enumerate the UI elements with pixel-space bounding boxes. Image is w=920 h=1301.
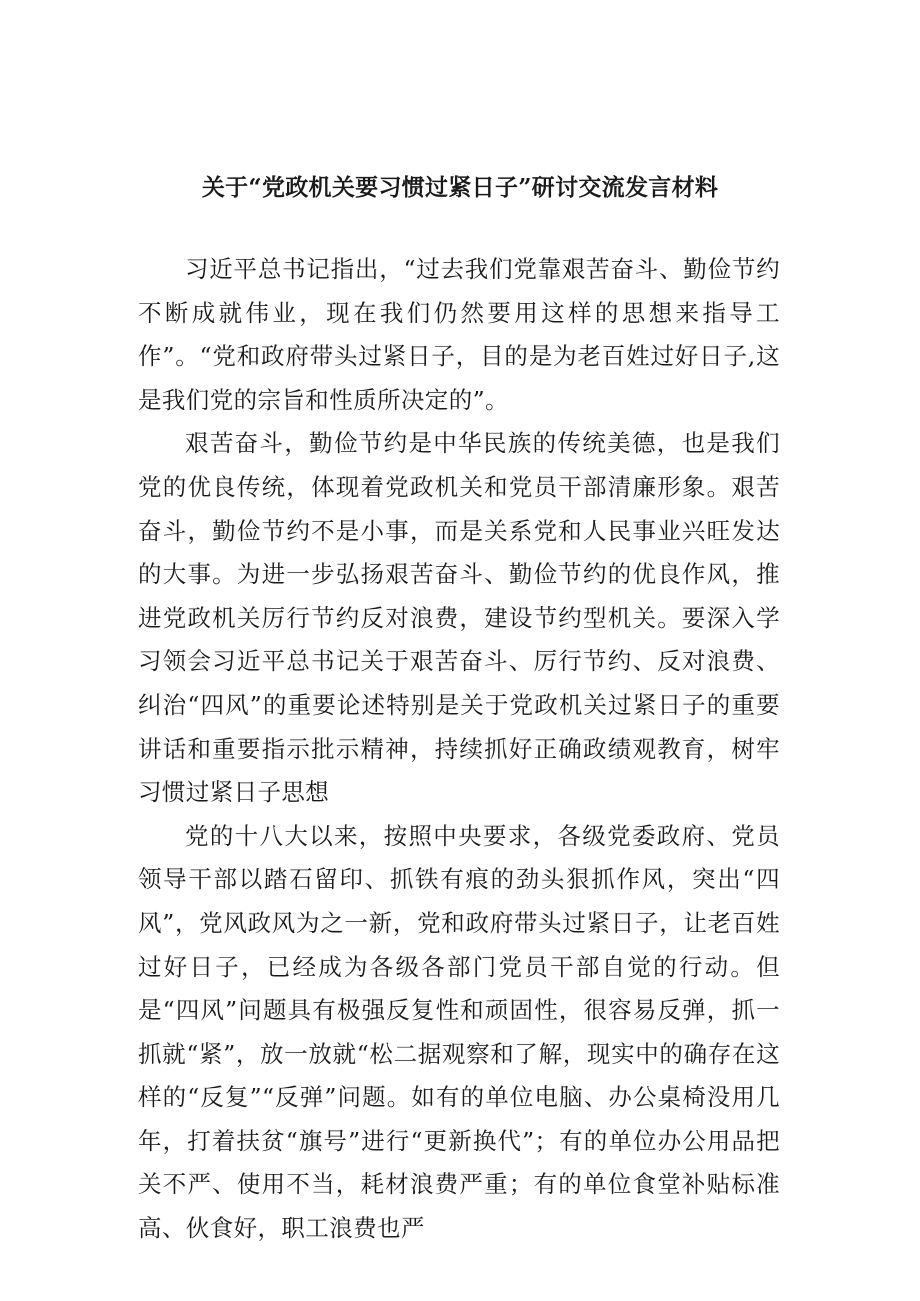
paragraph-1: 习近平总书记指出，“过去我们党靠艰苦奋斗、勤俭节约不断成就伟业，现在我们仍然要用这样的思想来指导工作”。“党和政府带头过紧日子，目的是为老百姓过好日子,这是我们党的宗旨和性质所决定的”。 [138,255,780,414]
document-title: 关于“党政机关要习惯过紧日子”研讨交流发言材料 [201,174,719,201]
paragraph-2: 艰苦奋斗，勤俭节约是中华民族的传统美德，也是我们党的优良传统，体现着党政机关和党员干部清廉形象。艰苦奋斗，勤俭节约不是小事，而是关系党和人民事业兴旺发达的大事。为进一步弘扬艰苦奋斗、勤俭节约的优良作风，推进党政机关厉行节约反对浪费，建设节约型机关。要深入学习领会习近平总书记关于艰苦奋斗、厉行节约、反对浪费、纠治“四风”的重要论述特别是关于党政机关过紧日子的重要讲话和重要指示批示精神，持续抓好正确政绩观教育，树牢习惯过紧日子思想 [138,429,780,807]
document-body [138,248,780,1251]
paragraph-3: 党的十八大以来，按照中央要求，各级党委政府、党员领导干部以踏石留印、抓铁有痕的劲头狠抓作风，突出“四风”，党风政风为之一新，党和政府带头过紧日子，让老百姓过好日子，已经成为各级各部门党员干部自觉的行动。但是“四风”问题具有极强反复性和顽固性，很容易反弹，抓一抓就“紧”，放一放就“松二据观察和了解，现实中的确存在这样的“反复”“反弹”问题。如有的单位电脑、办公桌椅没用几年，打着扶贫“旗号”进行“更新换代”；有的单位办公用品把关不严、使用不当，耗材浪费严重；有的单位食堂补贴标准高、伙食好，职工浪费也严 [138,821,780,1243]
